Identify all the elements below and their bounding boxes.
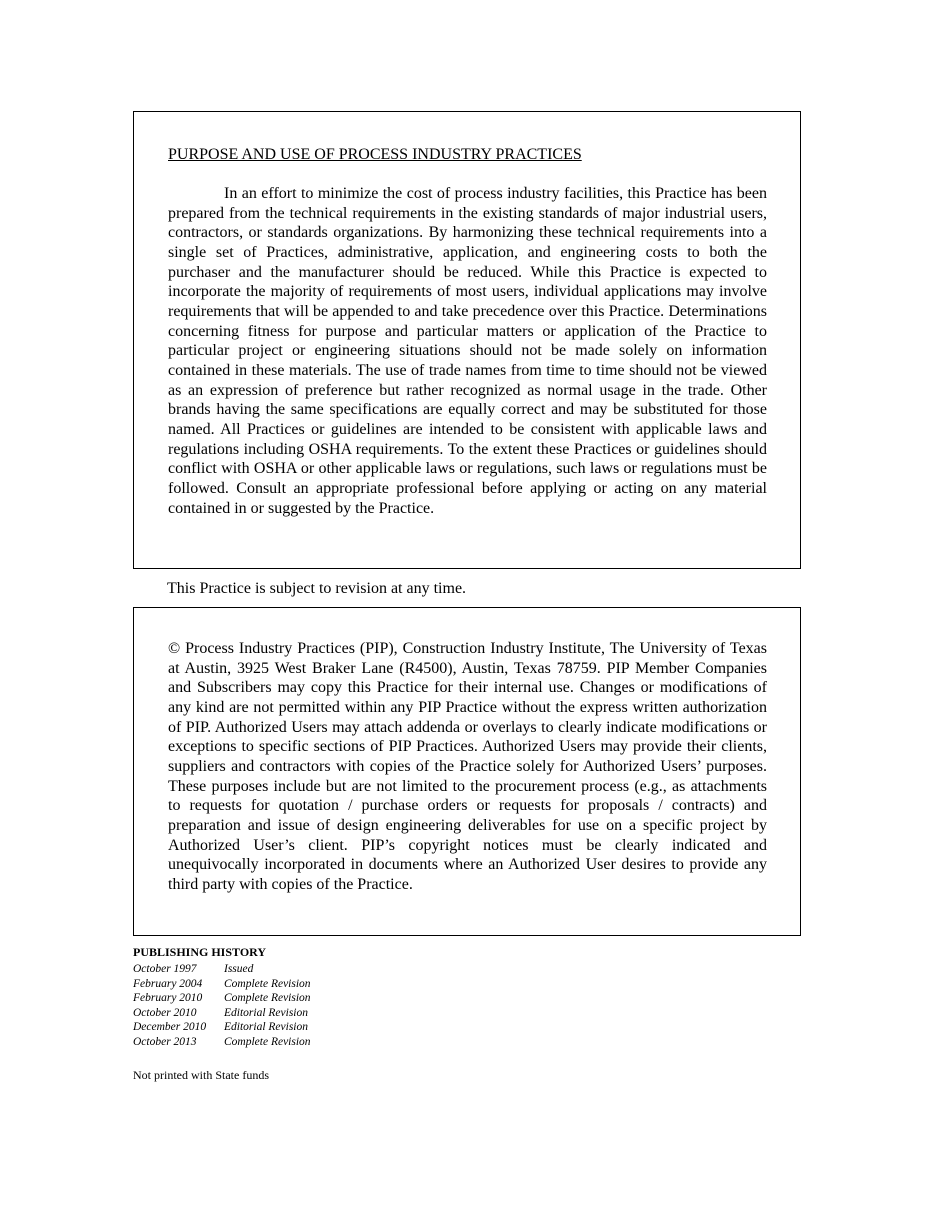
history-entry bbox=[133, 1020, 311, 1035]
purpose-section-box bbox=[133, 111, 801, 569]
history-entry-note: Issued bbox=[224, 963, 254, 975]
purpose-heading: PURPOSE AND USE OF PROCESS INDUSTRY PRACTICES bbox=[168, 146, 582, 163]
history-entry bbox=[133, 991, 311, 1006]
revision-note: This Practice is subject to revision at any time. bbox=[167, 580, 467, 597]
history-entry-note: Complete Revision bbox=[224, 992, 311, 1005]
history-entry-date: October 2010 bbox=[133, 1006, 197, 1019]
history-entry-date: October 2013 bbox=[133, 1035, 197, 1048]
history-entry-note: Editorial Revision bbox=[224, 1006, 309, 1019]
purpose-paragraph: In an effort to minimize the cost of process industry facilities, this Practice has been prepared from the technical requirements in the existing standards of major industrial users, contractors, or standards organizations. By harmonizing these technical requirements into a single set of Practices, administrative, application, and engineering costs to both the purchaser and the manufacturer should be reduced. While this Practice is expected to incorporate the majority of requirements of most users, individual applications may involve requirements that will be appended to and take precedence over this Practice. Determinations concerning fitness for purpose and particular matters or application of the Practice to particular project or engineering situations should not be made solely on information contained in these materials. The use of trade names from time to time should not be viewed as an expression of preference but rather recognized as normal usage in the trade. Other brands having the same specifications are equally correct and may be substituted for those named. All Practices or guidelines are intended to be consistent with applicable laws and regulations including OSHA requirements. To the extent these Practices or guidelines should conflict with OSHA or other applicable laws or regulations, such laws or regulations must be followed. Consult an appropriate professional before applying or acting on any material contained in or suggested by the Practice. bbox=[168, 185, 767, 517]
history-entry bbox=[133, 977, 311, 992]
copyright-paragraph: © Process Industry Practices (PIP), Construction Industry Institute, The University of Texas at Austin, 3925 West Braker Lane (R4500), Austin, Texas 78759. PIP Member Companies and Subscribers may copy this Practice for their internal use. Changes or modifications of any kind are not permitted within any PIP Practice without the express written authorization of PIP. Authorized Users may attach addenda or overlays to clearly indicate modifications or exceptions to specific sections of PIP Practices. Authorized Users may provide their clients, suppliers and contractors with copies of the Practice solely for Authorized Users’ purposes. These purposes include but are not limited to the procurement process (e.g., as attachments to requests for quotation / purchase orders or requests for proposals / contracts) and preparation and issue of design engineering deliverables for use on a specific project by Authorized User’s client. PIP’s copyright notices must be clearly indicated and unequivocally incorporated in documents where an Authorized User desires to provide any third party with copies of the Practice. bbox=[168, 640, 767, 893]
history-entry-date: February 2004 bbox=[133, 977, 203, 990]
history-entry-note: Complete Revision bbox=[224, 1035, 311, 1048]
history-entry-note: Complete Revision bbox=[224, 977, 311, 990]
history-entry bbox=[133, 962, 311, 977]
history-entry bbox=[133, 1006, 311, 1021]
publishing-history-heading: PUBLISHING HISTORY bbox=[133, 945, 267, 959]
history-entry-date: October 1997 bbox=[133, 963, 197, 975]
footer-note: Not printed with State funds bbox=[133, 1068, 269, 1082]
history-entry-date: February 2010 bbox=[133, 992, 203, 1005]
copyright-section-box bbox=[133, 607, 801, 936]
history-entry-note: Editorial Revision bbox=[224, 1021, 309, 1034]
history-entry-date: December 2010 bbox=[133, 1021, 207, 1034]
history-entry bbox=[133, 1035, 311, 1050]
publishing-history-list bbox=[133, 962, 311, 1050]
